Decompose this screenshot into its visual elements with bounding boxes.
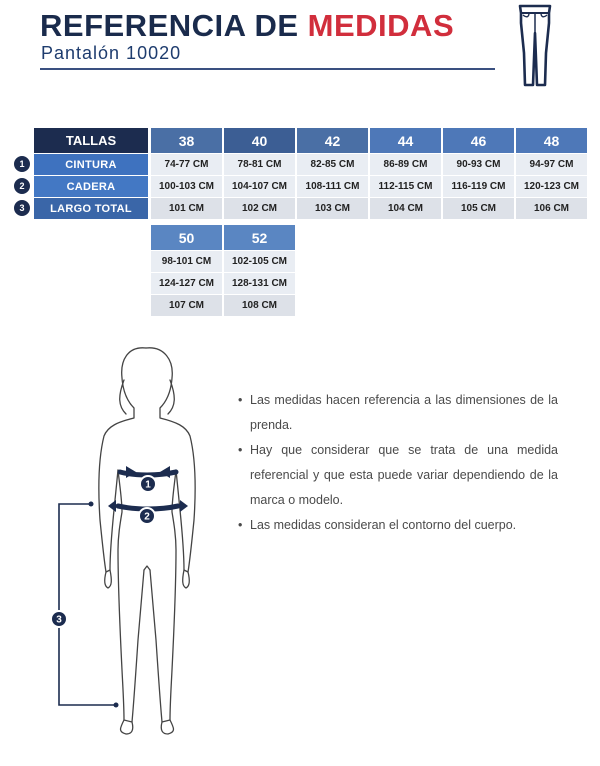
table-cell: 104 CM [370, 198, 441, 219]
size-header-50: 50 [151, 225, 222, 250]
title-main: REFERENCIA DE [40, 8, 299, 43]
page-title [40, 8, 454, 44]
table-cell: 104-107 CM [224, 176, 295, 197]
table-cell: 112-115 CM [370, 176, 441, 197]
table-cell: 124-127 CM [151, 273, 222, 294]
body-figure [48, 340, 218, 740]
note-item: • Las medidas consideran el contorno del cuerpo. [238, 513, 558, 538]
table-cell: 94-97 CM [516, 154, 587, 175]
row-number-2: 2 [12, 176, 32, 196]
row-number-1: 1 [12, 154, 32, 174]
size-header-42: 42 [297, 128, 368, 153]
title-divider [40, 68, 495, 70]
table-cell: 128-131 CM [224, 273, 295, 294]
marker-label-3: 3 [56, 614, 62, 626]
note-item: • Las medidas hacen referencia a las dimensiones de la prenda. [238, 388, 558, 438]
title-accent: MEDIDAS [307, 8, 455, 43]
size-header-38: 38 [151, 128, 222, 153]
table-cell: 101 CM [151, 198, 222, 219]
marker-label-1: 1 [145, 479, 151, 491]
table-cell: 108 CM [224, 295, 295, 316]
size-header-48: 48 [516, 128, 587, 153]
pants-icon [516, 3, 554, 87]
size-header-40: 40 [224, 128, 295, 153]
page-subtitle: Pantalón 10020 [41, 43, 182, 63]
table-cell: 98-101 CM [151, 251, 222, 272]
row-label-largo-total: LARGO TOTAL [34, 198, 148, 219]
table-cell: 82-85 CM [297, 154, 368, 175]
note-item: • Hay que considerar que se trata de una medida referencial y que esta puede variar dependiendo de la marca o modelo. [238, 438, 558, 513]
table-cell: 102-105 CM [224, 251, 295, 272]
table-cell: 86-89 CM [370, 154, 441, 175]
table-cell: 107 CM [151, 295, 222, 316]
table-cell: 74-77 CM [151, 154, 222, 175]
table-cell: 78-81 CM [224, 154, 295, 175]
row-number-3: 3 [12, 198, 32, 218]
table-cell: 105 CM [443, 198, 514, 219]
row-label-cintura: CINTURA [34, 154, 148, 175]
table-cell: 90-93 CM [443, 154, 514, 175]
tallas-header: TALLAS [34, 128, 148, 153]
notes-list [238, 388, 558, 538]
size-header-46: 46 [443, 128, 514, 153]
table-cell: 100-103 CM [151, 176, 222, 197]
size-header-52: 52 [224, 225, 295, 250]
table-cell: 103 CM [297, 198, 368, 219]
marker-label-2: 2 [144, 511, 150, 523]
size-header-44: 44 [370, 128, 441, 153]
table-cell: 120-123 CM [516, 176, 587, 197]
table-cell: 116-119 CM [443, 176, 514, 197]
row-label-cadera: CADERA [34, 176, 148, 197]
table-cell: 108-111 CM [297, 176, 368, 197]
table-cell: 102 CM [224, 198, 295, 219]
table-cell: 106 CM [516, 198, 587, 219]
